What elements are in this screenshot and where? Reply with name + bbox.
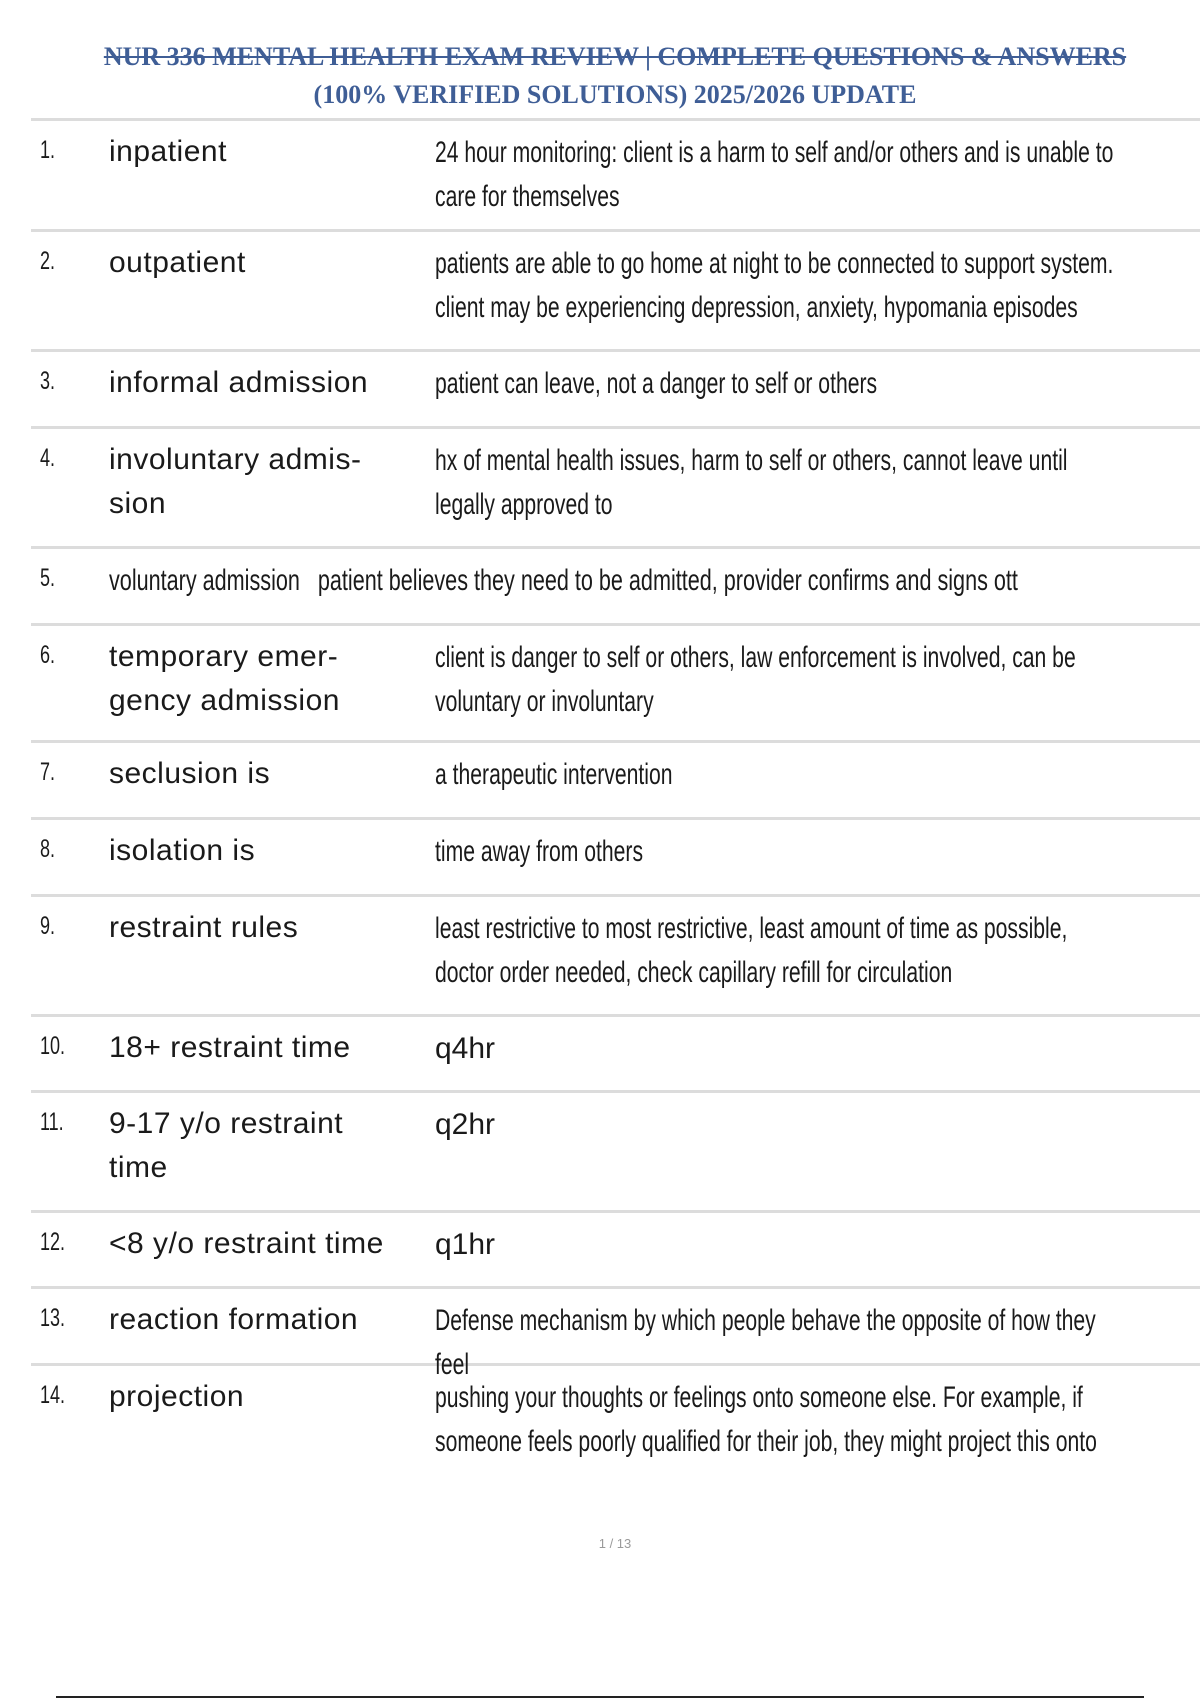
row-definition: q1hr: [435, 1228, 496, 1261]
document-header: [30, 38, 1200, 114]
row-term: 9-17 y/o restraint time: [109, 1107, 344, 1184]
row-term: inpatient: [109, 135, 227, 168]
row-number: 11.: [40, 1108, 64, 1136]
footer-divider: [56, 1696, 1144, 1698]
row-term: reaction formation: [109, 1303, 359, 1336]
row-definition: least restrictive to most restrictive, least amount of time as possible, doctor order needed, check capillary refill for circulation: [435, 912, 1068, 989]
document-title: NUR 336 MENTAL HEALTH EXAM REVIEW | COMPLETE QUESTIONS & ANSWERS: [103, 42, 1127, 71]
row-definition: 24 hour monitoring: client is a harm to self and/or others and is unable to care for themselves: [435, 136, 1114, 213]
row-number: 4.: [40, 444, 56, 472]
row-term: seclusion is: [109, 757, 271, 790]
table-row: [31, 743, 1200, 820]
table-row: [31, 1017, 1200, 1093]
row-number: 1.: [40, 136, 56, 164]
table-row: [31, 352, 1200, 429]
row-number: 14.: [40, 1381, 66, 1409]
row-number: 8.: [40, 835, 56, 863]
table-row: [31, 232, 1200, 352]
row-number: 10.: [40, 1032, 66, 1060]
row-definition: Defense mechanism by which people behave the opposite of how they feel: [435, 1304, 1096, 1381]
row-definition: pushing your thoughts or feelings onto someone else. For example, if someone feels poorly qualified for their job, they might project this onto: [435, 1381, 1097, 1458]
row-definition: client is danger to self or others, law enforcement is involved, can be voluntary or involuntary: [435, 641, 1076, 718]
row-term: temporary emer- gency admission: [109, 640, 340, 717]
table-row: [31, 549, 1200, 626]
row-term: 18+ restraint time: [109, 1031, 351, 1064]
row-number: 6.: [40, 641, 56, 669]
table-row: [31, 1213, 1200, 1289]
row-term: informal admission: [109, 366, 369, 399]
row-number: 5.: [40, 564, 56, 592]
table-row: [31, 626, 1200, 743]
document-subtitle: (100% VERIFIED SOLUTIONS) 2025/2026 UPDATE: [313, 80, 917, 109]
flashcard-table: [31, 118, 1200, 1496]
row-definition: patients are able to go home at night to be connected to support system. client may be experiencing depression, anxiety, hypomania episodes: [435, 247, 1114, 324]
row-term: projection: [109, 1380, 245, 1413]
row-number: 9.: [40, 912, 56, 940]
row-definition: a therapeutic intervention: [435, 758, 673, 791]
row-term: <8 y/o restraint time: [109, 1227, 384, 1260]
table-row: [31, 820, 1200, 897]
row-term: isolation is: [109, 834, 256, 867]
row-definition: q4hr: [435, 1032, 496, 1065]
row-term: outpatient: [109, 246, 246, 279]
row-definition: time away from others: [435, 835, 644, 868]
table-row: [31, 429, 1200, 549]
table-row: [31, 897, 1200, 1017]
row-definition: hx of mental health issues, harm to self or others, cannot leave until legally approved to: [435, 444, 1068, 521]
row-combined-text: voluntary admission patient believes they need to be admitted, provider confirms and signs ott: [109, 564, 1018, 597]
row-term: restraint rules: [109, 911, 299, 944]
table-row: [31, 1366, 1200, 1496]
row-number: 2.: [40, 247, 56, 275]
row-term: involuntary admis- sion: [109, 443, 362, 520]
table-row: [31, 1093, 1200, 1213]
row-number: 3.: [40, 367, 56, 395]
row-number: 7.: [40, 758, 56, 786]
row-definition: q2hr: [435, 1108, 496, 1141]
row-definition: patient can leave, not a danger to self or others: [435, 367, 878, 400]
row-number: 12.: [40, 1228, 66, 1256]
row-number: 13.: [40, 1304, 66, 1332]
table-row: [31, 1289, 1200, 1381]
page-indicator: 1 / 13: [598, 1536, 632, 1551]
table-row: [31, 121, 1200, 232]
